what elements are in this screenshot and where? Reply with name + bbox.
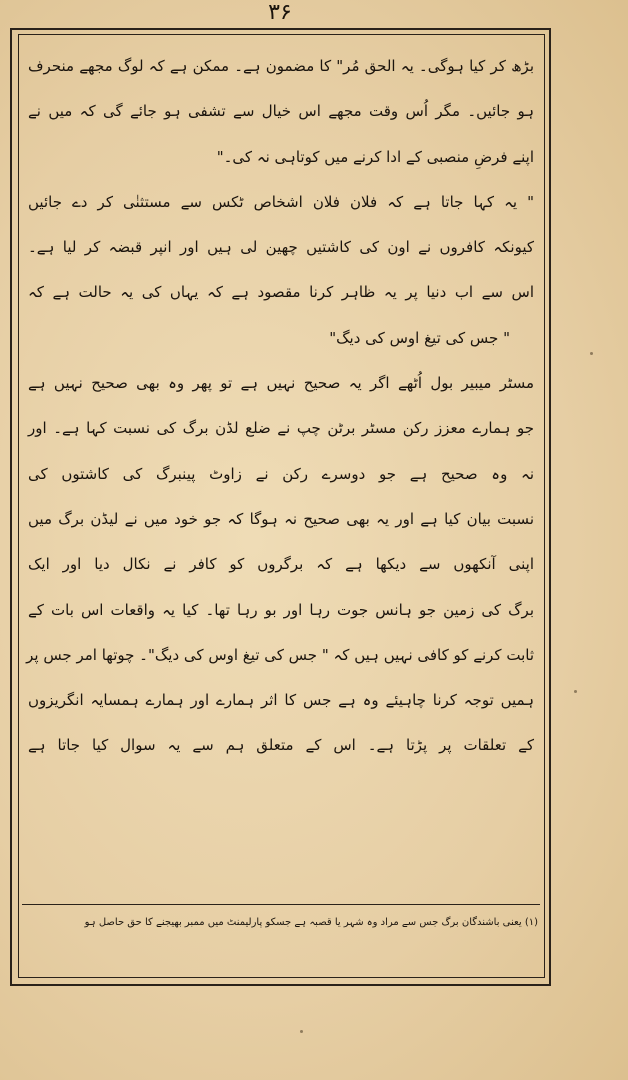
text-line: نہ وہ صحیح ہے جو دوسرے رکن نے زاوٹ پینبرگ کی کاشتوں کی [28,464,534,483]
text-line: ہمیں توجہ کرنا چاہیئے وہ ہے جس کا اثر ہمارے اور ہمارے ہمسایہ انگریزوں [28,691,534,710]
main-text [22,44,540,769]
text-line: ثابت کرنے کو کافی نہیں ہیں کہ " جس کی تیغ اوس کی دیگ"۔ چوتھا امر جس پر [26,645,534,664]
text-line: اس سے اب دنیا پر یہ ظاہر کرنا مقصود ہے کہ یہاں کی یہ حالت ہے کہ [28,283,534,302]
text-line: کے تعلقات پر پڑتا ہے۔ اس کے متعلق ہم سے یہ سوال کیا جاتا ہے [28,736,534,755]
text-line: برگ کی زمین جو ہانس جوت رہا اور بو رہا تھا۔ کیا یہ واقعات اس بات کے [28,600,534,619]
footnote: (۱) یعنی باشندگان برگ جس سے مراد وہ شہر یا قصبہ ہے جسکو پارلیمنٹ میں ممبر بھیجنے کا حق حاصل ہو [84,917,538,928]
paper-speck [300,1030,303,1033]
text-line: مسٹر میبیر بول اُٹھے اگر یہ صحیح نہیں ہے تو پھر وہ بھی صحیح نہیں ہے [28,374,534,393]
text-line: اپنے فرضِ منصبی کے ادا کرنے میں کوتاہی نہ کی۔" [216,147,534,166]
text-line: بڑھ کر کیا ہوگی۔ یہ الحق مُر" کا مضمون ہے۔ ممکن ہے کہ لوگ مجھے منحرف [28,57,534,75]
text-line: جو ہمارے معزز رکن مسٹر برٹن چپ نے ضلع لڈن برگ کی نسبت کہا ہے۔ اور [28,419,534,438]
text-line: اپنی آنکھوں سے دیکھا ہے کہ برگروں کو کافر نے نکال دیا اور ایک [28,555,534,574]
text-line: ہو جائیں۔ مگر اُس وقت مجھے اس خیال سے تشفی ہو جائے گی کہ میں نے [28,102,534,121]
text-line: " یہ کہا جاتا ہے کہ فلان فلان اشخاص ٹکس سے مستثنٰی کر دے جائیں [28,192,534,211]
page-number: ۳۶ [268,0,292,25]
paper-speck [574,690,577,693]
text-line: کیونکہ کافروں نے اون کی کاشتیں چھین لی ہیں اور انپر قبضہ کر لیا ہے۔ [28,238,534,257]
text-line: نسبت بیان کیا ہے اور یہ بھی صحیح نہ ہوگا کہ جو خود میں نے لیڈن برگ میں [28,509,534,528]
footnote-divider [22,904,540,905]
text-line: " جس کی تیغ اوس کی دیگ" [329,328,510,347]
paper-speck [590,352,593,355]
